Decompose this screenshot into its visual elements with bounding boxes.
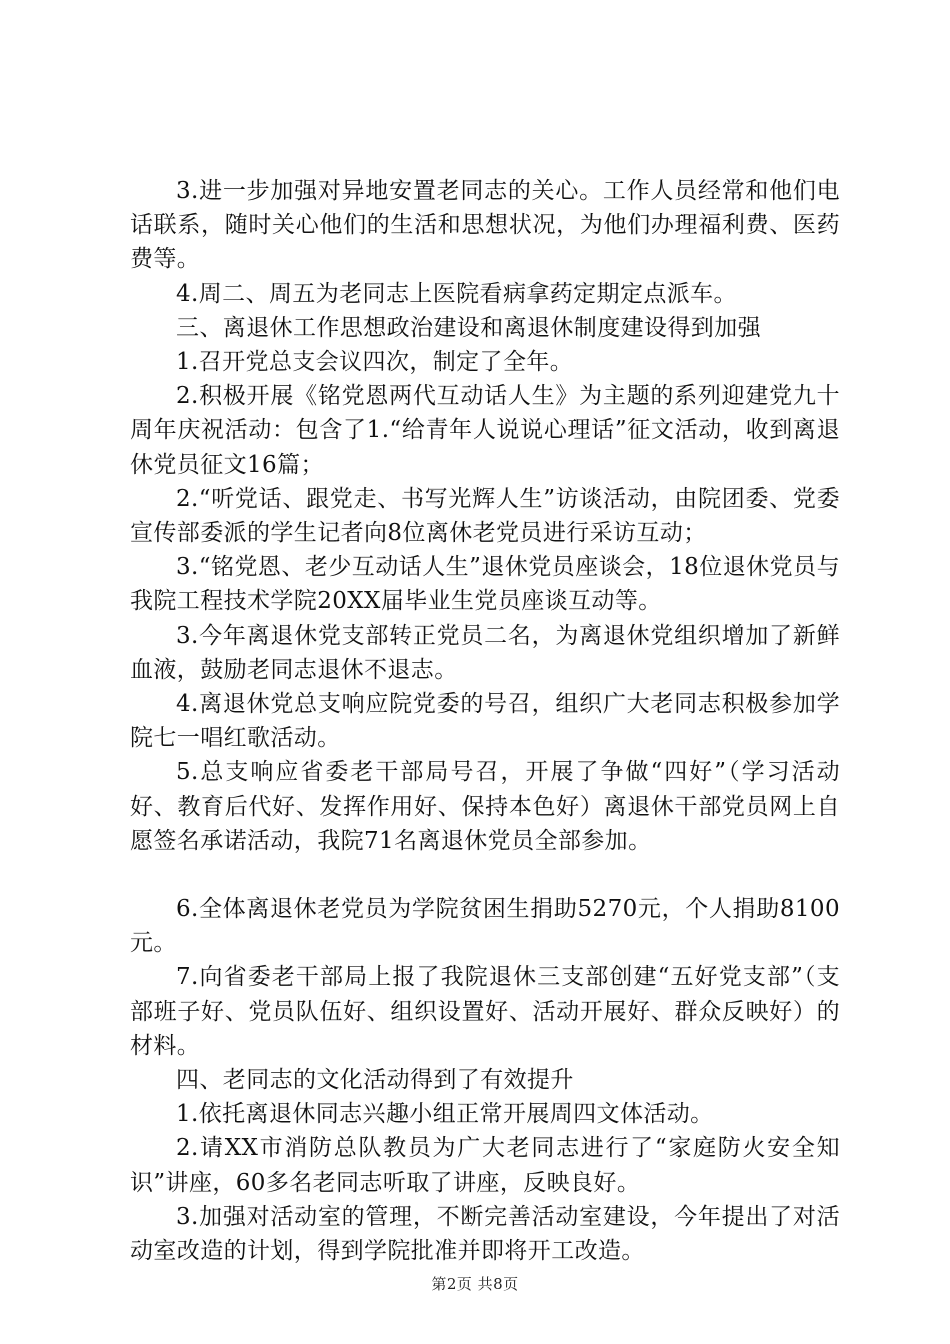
- paragraph-anniversary-activities: 2.积极开展《铭党恩两代互动话人生》为主题的系列迎建党九十周年庆祝活动：包含了1.“给青年人说说心理话”征文活动，收到离退休党员征文16篇；: [130, 383, 840, 478]
- paragraph-fire-safety-lecture: 2.请XX市消防总队教员为广大老同志进行了“家庭防火安全知识”讲座，60多名老同志听取了讲座，反映良好。: [130, 1135, 840, 1196]
- page-number-footer: 第2页 共8页: [431, 1275, 519, 1293]
- paragraph-red-songs: 4.离退休党总支响应院党委的号召，组织广大老同志积极参加学院七一唱红歌活动。: [130, 691, 840, 752]
- section-heading-cultural-activities: 四、老同志的文化活动得到了有效提升: [176, 1067, 574, 1094]
- paragraph-four-goods: 5.总支响应省委老干部局号召，开展了争做“四好”（学习活动好、教育后代好、发挥作用好、保持本色好）离退休干部党员网上自愿签名承诺活动，我院71名离退休党员全部参加。: [130, 759, 840, 854]
- paragraph-five-goods-branch: 7.向省委老干部局上报了我院退休三支部创建“五好党支部”（支部班子好、党员队伍好、组织设置好、活动开展好、群众反映好）的材料。: [130, 964, 840, 1059]
- paragraph-remote-care: 3.进一步加强对异地安置老同志的关心。工作人员经常和他们电话联系，随时关心他们的生活和思想状况，为他们办理福利费、医药费等。: [130, 178, 840, 273]
- paragraph-forum: 3.“铭党恩、老少互动话人生”退休党员座谈会，18位退休党员与我院工程技术学院20XX届毕业生党员座谈互动等。: [130, 554, 840, 615]
- document-body: [130, 174, 840, 1268]
- paragraph-hospital-shuttle: 4.周二、周五为老同志上医院看病拿药定期定点派车。: [176, 280, 737, 307]
- paragraph-party-meetings: 1.召开党总支会议四次，制定了全年。: [176, 349, 574, 376]
- section-heading-political-building: 三、离退休工作思想政治建设和离退休制度建设得到加强: [176, 314, 761, 341]
- paragraph-activity-room: 3.加强对活动室的管理，不断完善活动室建设，今年提出了对活动室改造的计划，得到学院批准并即将开工改造。: [130, 1203, 840, 1265]
- paragraph-interest-groups: 1.依托离退休同志兴趣小组正常开展周四文体活动。: [176, 1101, 714, 1128]
- paragraph-interview-activity: 2.“听党话、跟党走、书写光辉人生”访谈活动，由院团委、党委宣传部委派的学生记者向8位离休老党员进行采访互动；: [130, 485, 840, 547]
- paragraph-donations: 6.全体离退休老党员为学院贫困生捐助5270元，个人捐助8100元。: [130, 896, 840, 957]
- paragraph-new-members: 3.今年离退休党支部转正党员二名，为离退休党组织增加了新鲜血液，鼓励老同志退休不退志。: [130, 622, 840, 683]
